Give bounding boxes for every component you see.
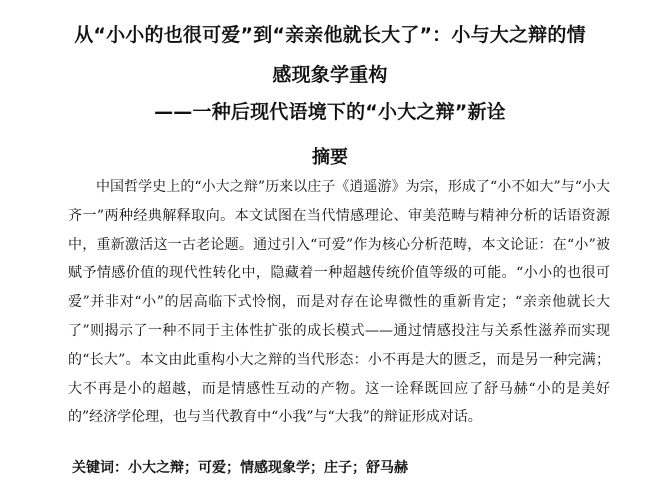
abstract-body: 中国哲学史上的“小大之辩”历来以庄子《逍遥游》为宗，形成了“小不如大”与“小大齐一”两种经典解释取向。本文试图在当代情感理论、审美范畴与精神分析的话语资源中，重新激活这一古老论题。通过引入“可爱”作为核心分析范畴，本文论证：在“小”被赋予情感价值的现代性转化中，隐藏着一种超越传统价值等级的可能。“小小的也很可爱”并非对“小”的居高临下式怜悯，而是对存在论卑微性的重新肯定；“亲亲他就长大了”则揭示了一种不同于主体性扩张的成长模式——通过情感投注与关系性滋养而实现的“长大”。本文由此重构小大之辩的当代形态：小不再是大的匮乏，而是另一种完满；大不再是小的超越，而是情感性互动的产物。这一诠释既回应了舒马赫“小的是美好的”经济学伦理，也与当代教育中“小我”与“大我”的辩证形成对话。 <box>68 179 610 426</box>
abstract-heading: 摘要 <box>312 147 348 168</box>
subtitle: ——一种后现代语境下的“小大之辩”新诠 <box>154 101 506 123</box>
title-line-2: 感现象学重构 <box>272 64 388 86</box>
keywords: 关键词：小大之辩；可爱；情感现象学；庄子；舒马赫 <box>72 460 408 476</box>
title-line-1: 从“小小的也很可爱”到“亲亲他就长大了”：小与大之辩的情 <box>74 24 586 46</box>
